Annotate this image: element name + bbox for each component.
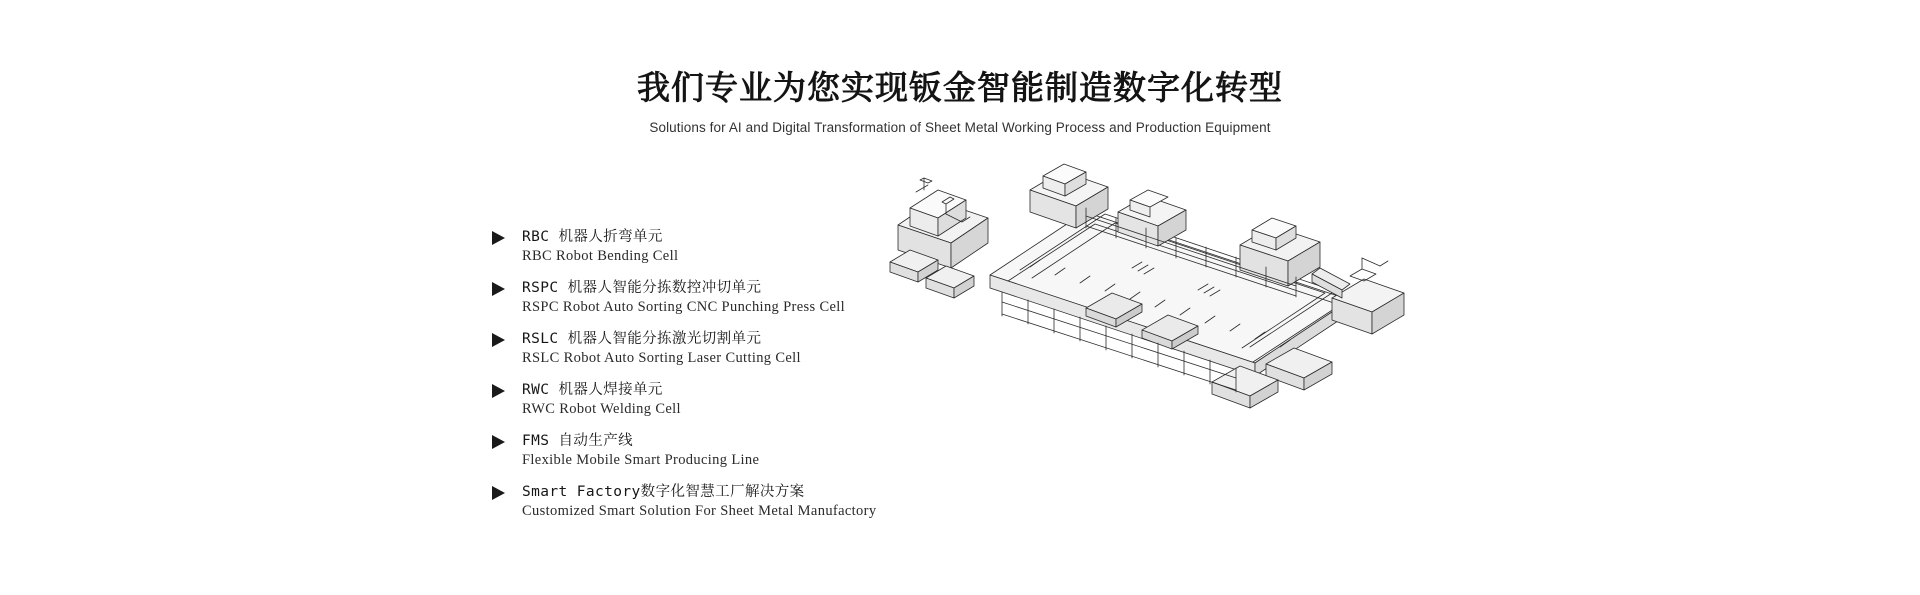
list-item-label-en: RWC Robot Welding Cell [522, 401, 681, 418]
triangle-right-icon [492, 435, 505, 449]
list-item-label-cn: RWC 机器人焊接单元 [522, 381, 663, 398]
list-item[interactable] [492, 483, 912, 521]
list-item[interactable] [492, 381, 912, 419]
page-header [0, 68, 1920, 135]
page-subtitle: Solutions for AI and Digital Transformation of Sheet Metal Working Process and Production Equipment [649, 119, 1271, 135]
page-title: 我们专业为您实现钣金智能制造数字化转型 [637, 69, 1283, 106]
list-item-label-en: Customized Smart Solution For Sheet Metal Manufactory [522, 502, 877, 519]
list-item-label-cn: RSPC 机器人智能分拣数控冲切单元 [522, 279, 762, 296]
list-item-label-cn: Smart Factory数字化智慧工厂解决方案 [522, 483, 805, 500]
list-item-label-en: Flexible Mobile Smart Producing Line [522, 452, 760, 468]
factory-line-illustration [880, 150, 1440, 450]
list-item[interactable] [492, 330, 912, 368]
triangle-right-icon [492, 384, 505, 398]
triangle-right-icon [492, 282, 505, 296]
isometric-production-line-drawing [880, 150, 1440, 450]
triangle-right-icon [492, 333, 505, 347]
list-item[interactable] [492, 228, 912, 266]
list-item-label-en: RSPC Robot Auto Sorting CNC Punching Press Cell [522, 299, 846, 316]
list-item-label-en: RBC Robot Bending Cell [522, 248, 679, 265]
list-item-label-cn: RBC 机器人折弯单元 [522, 229, 663, 245]
list-item[interactable] [492, 432, 912, 470]
list-item[interactable] [492, 279, 912, 317]
list-item-label-en: RSLC Robot Auto Sorting Laser Cutting Cell [522, 350, 801, 367]
triangle-right-icon [492, 231, 505, 245]
list-item-label-cn: FMS 自动生产线 [522, 432, 634, 449]
solution-feature-list [492, 228, 912, 534]
list-item-label-cn: RSLC 机器人智能分拣激光切割单元 [522, 330, 762, 347]
triangle-right-icon [492, 486, 505, 500]
